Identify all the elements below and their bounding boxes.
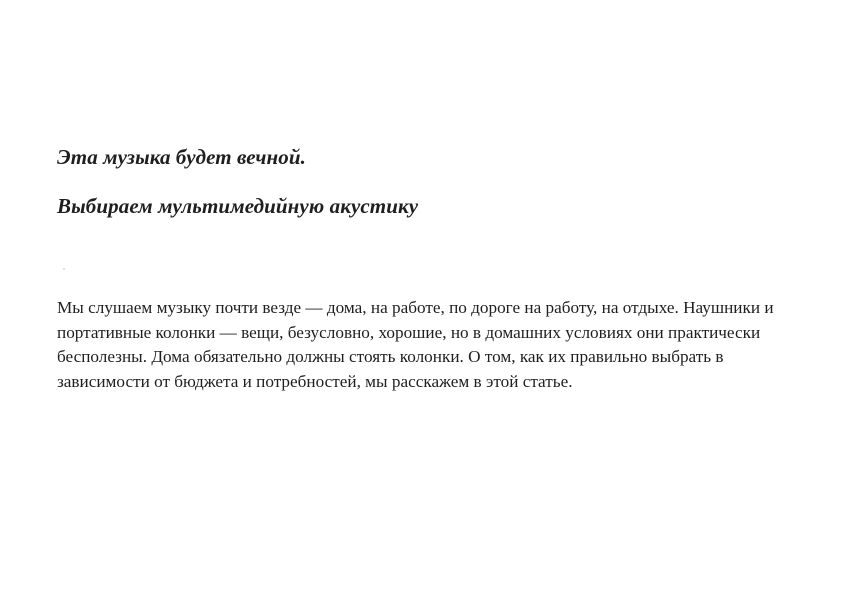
article-title: Эта музыка будет вечной. [57,145,307,169]
decorative-dot [63,268,65,270]
article-intro-paragraph: Мы слушаем музыку почти везде — дома, на работе, по дороге на работу, на отдыхе. Наушники и портативные колонки — вещи, безусловно, хорошие, но в домашних условиях они практически бесполезны. Дома обязательно должны стоять колонки. О том, как их правильно выбрать в зависимости от бюджета и потребностей, мы расскажем в этой статье. [57,298,774,391]
article-subtitle: Выбираем мультимедийную акустику [57,194,419,218]
